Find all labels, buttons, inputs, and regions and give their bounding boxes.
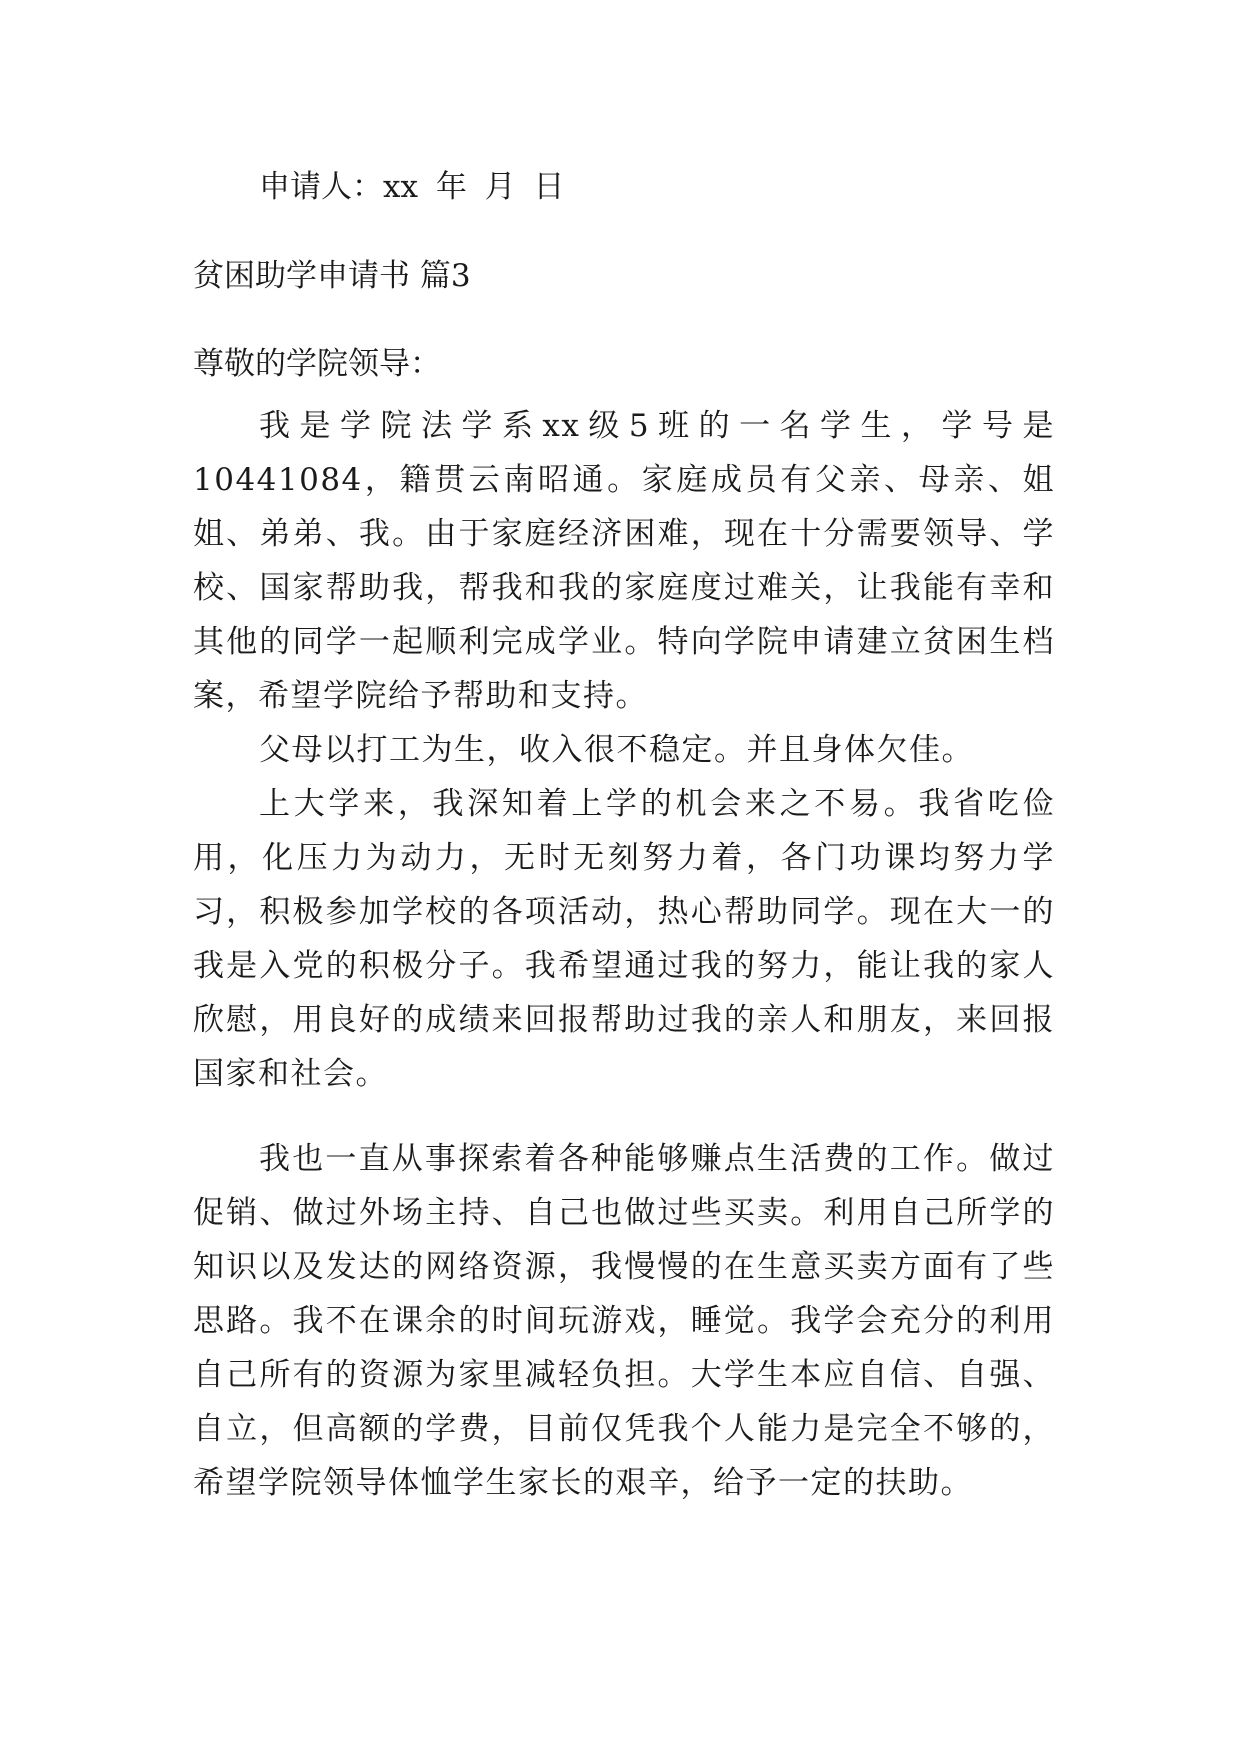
paragraph: 父母以打工为生，收入很不稳定。并且身体欠佳。 <box>259 732 974 768</box>
salutation: 尊敬的学院领导： <box>193 346 441 382</box>
paragraph: 我也一直从事探索着各种能够赚点生活费的工作。做过促销、做过外场主持、自己也做过些买卖。利用自己所学的知识以及发达的网络资源，我慢慢的在生意买卖方面有了些思路。我不在课余的时间玩游戏，睡觉。我学会充分的利用自己所有的资源为家里减轻负担。大学生本应自信、自强、自立，但高额的学费，目前仅凭我个人能力是完全不够的，希望学院领导体恤学生家长的艰辛，给予一定的扶助。 <box>193 1141 1055 1501</box>
signature-line: 申请人：xx 年 月 日 <box>259 169 565 205</box>
letter-body <box>193 399 1055 1510</box>
section-title: 贫困助学申请书 篇3 <box>193 258 471 294</box>
paragraph: 上大学来，我深知着上学的机会来之不易。我省吃俭用，化压力为动力，无时无刻努力着，各门功课均努力学习，积极参加学校的各项活动，热心帮助同学。现在大一的我是入党的积极分子。我希望通过我的努力，能让我的家人欣慰，用良好的成绩来回报帮助过我的亲人和朋友，来回报国家和社会。 <box>193 786 1055 1092</box>
paragraph: 我是学院法学系xx级5班的一名学生，学号是10441084，籍贯云南昭通。家庭成员有父亲、母亲、姐姐、弟弟、我。由于家庭经济困难，现在十分需要领导、学校、国家帮助我，帮我和我的家庭度过难关，让我能有幸和其他的同学一起顺利完成学业。特向学院申请建立贫困生档案，希望学院给予帮助和支持。 <box>193 408 1055 714</box>
